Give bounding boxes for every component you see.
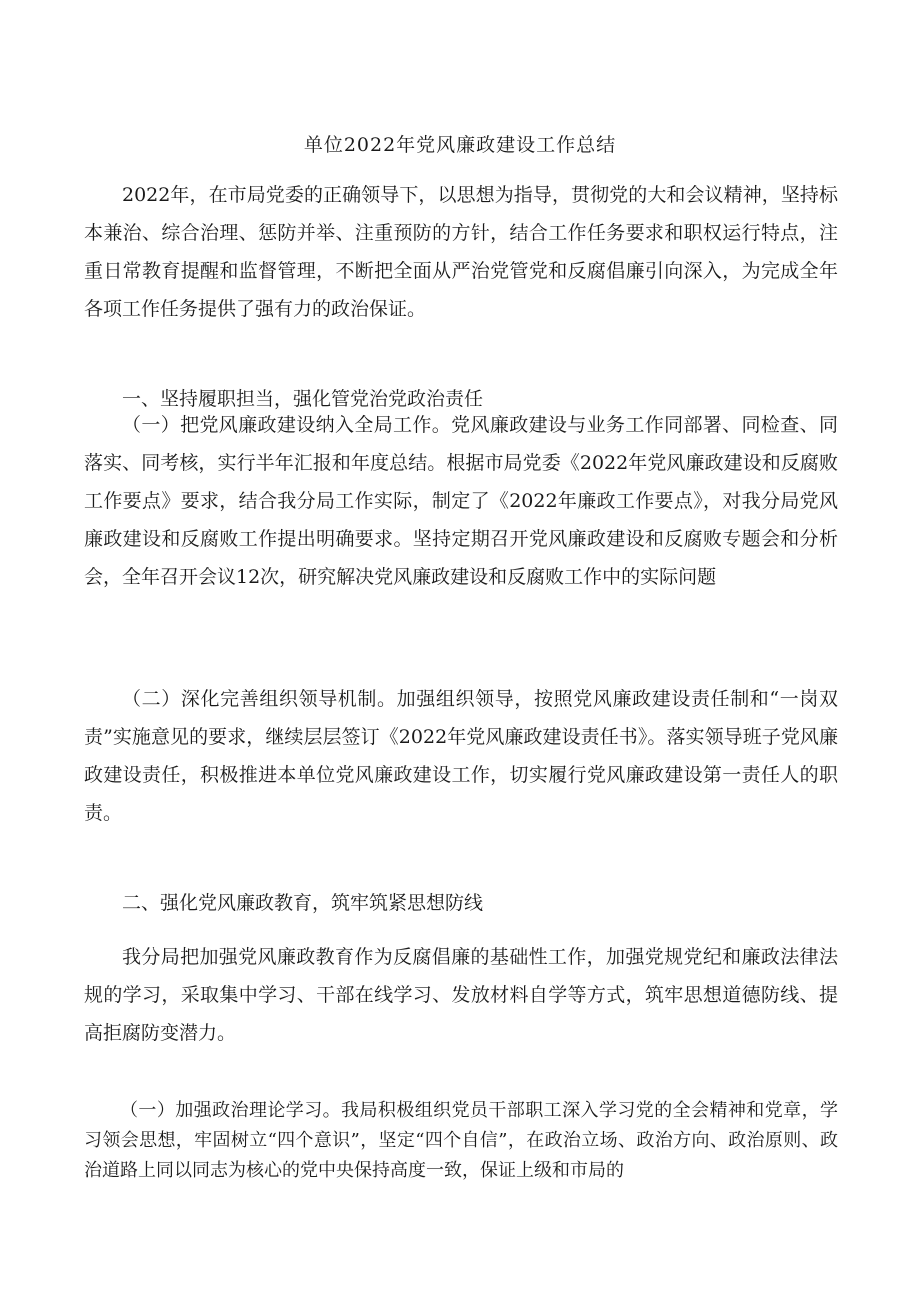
document-title: 单位2022年党风廉政建设工作总结	[303, 134, 617, 156]
section2-heading: 二、强化党风廉政教育，筑牢筑紧思想防线	[122, 892, 484, 914]
section2-item1-paragraph: （一）加强政治理论学习。我局积极组织党员干部职工深入学习党的全会精神和党章，学习领会思想，牢固树立“四个意识”，坚定“四个自信”，在政治立场、政治方向、政治原则、政治道路上同以同志为核心的党中央保持高度一致，保证上级和市局的	[84, 1100, 838, 1181]
section1-heading: 一、坚持履职担当，强化管党治党政治责任	[122, 388, 484, 410]
section1-item2-paragraph: （二）深化完善组织领导机制。加强组织领导，按照党风廉政建设责任制和“一岗双责”实施意见的要求，继续层层签订《2022年党风廉政建设责任书》。落实领导班子党风廉政建设责任，积极推进本单位党风廉政建设工作，切实履行党风廉政建设第一责任人的职责。	[84, 688, 838, 824]
section2-intro-paragraph: 我分局把加强党风廉政教育作为反腐倡廉的基础性工作，加强党规党纪和廉政法律法规的学习，采取集中学习、干部在线学习、发放材料自学等方式，筑牢思想道德防线、提高拒腐防变潜力。	[84, 946, 838, 1044]
intro-paragraph: 2022年，在市局党委的正确领导下，以思想为指导，贯彻党的大和会议精神，坚持标本兼治、综合治理、惩防并举、注重预防的方针，结合工作任务要求和职权运行特点，注重日常教育提醒和监督管理，不断把全面从严治党管党和反腐倡廉引向深入，为完成全年各项工作任务提供了强有力的政治保证。	[84, 184, 838, 320]
section1-item1-paragraph: （一）把党风廉政建设纳入全局工作。党风廉政建设与业务工作同部署、同检查、同落实、同考核，实行半年汇报和年度总结。根据市局党委《2022年党风廉政建设和反腐败工作要点》要求，结合我分局工作实际，制定了《2022年廉政工作要点》，对我分局党风廉政建设和反腐败工作提出明确要求。坚持定期召开党风廉政建设和反腐败专题会和分析会，全年召开会议12次，研究解决党风廉政建设和反腐败工作中的实际问题	[84, 414, 838, 588]
